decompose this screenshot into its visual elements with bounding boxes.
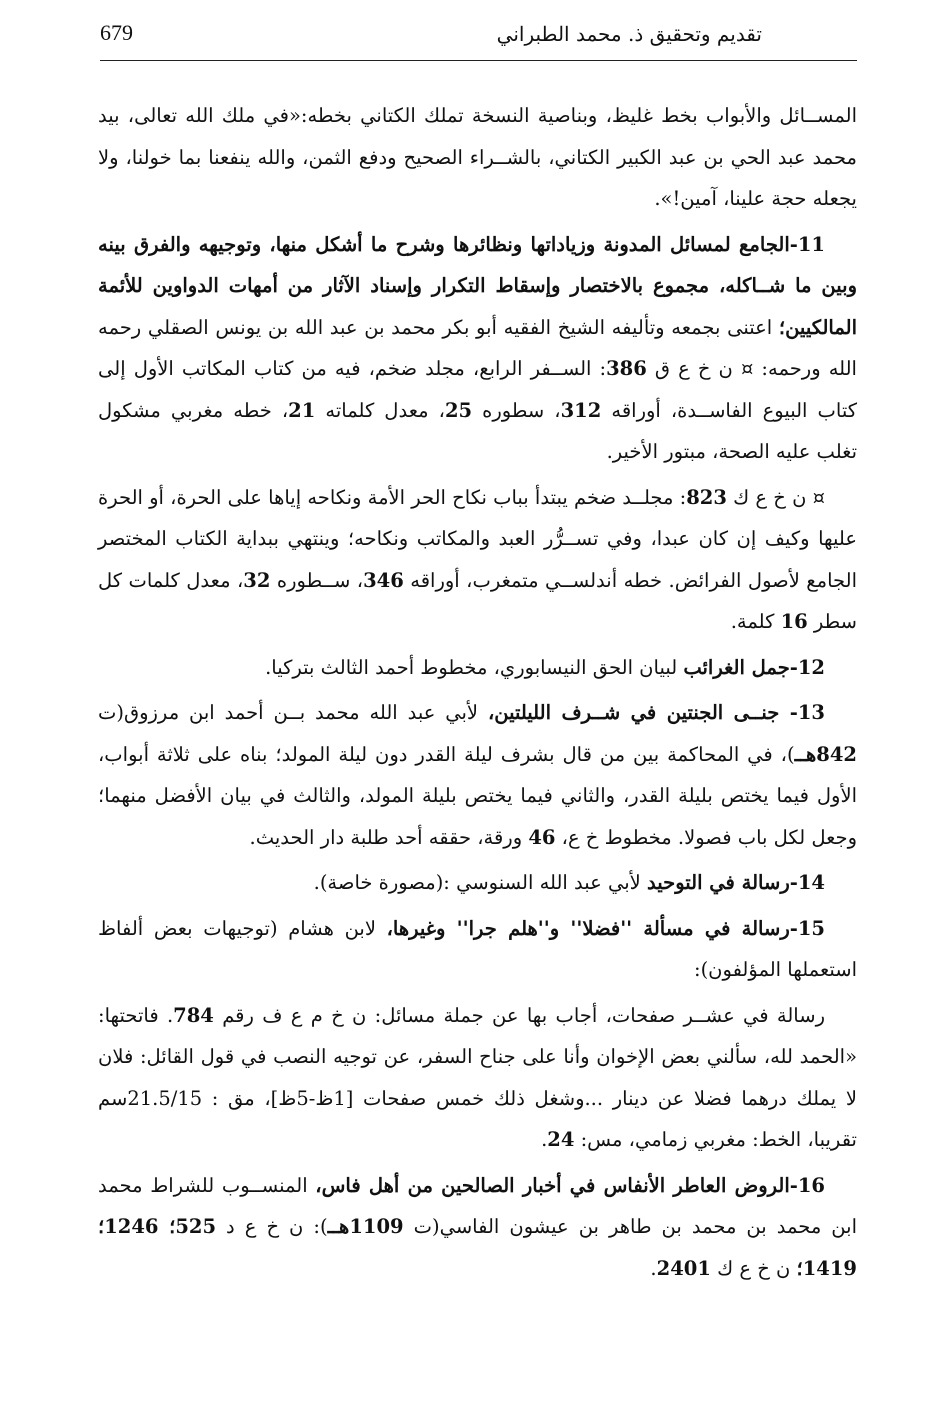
paragraph <box>98 1165 857 1290</box>
paragraph <box>98 477 857 643</box>
text-run: . <box>650 1256 657 1280</box>
text-run: : الســفر الرابع، مجلد ضخم، فيه من كتاب المكاتب الأول إلى كتاب البيوع الفاســدة، أوراقه <box>98 357 858 422</box>
bold-text: 11-الجامع لمسائل المدونة وزياداتها ونظائرها وشرح ما أشكل منها، وتوجيهه والفرق بينه وبين ما شــاكله، مجموع بالاختصار وإسقاط التكرار وإسناد الآثار من أمهات الدواوين للأئمة المالكيين؛ <box>98 232 857 339</box>
bold-text: 16-الروض العاطر الأنفاس في أخبار الصالحين من أهل فاس، <box>315 1173 825 1197</box>
text-run: ، سطوره <box>472 398 561 422</box>
text-run: ، خطه مغربي مشكول تغلب عليه الصحة، مبتور الأخير. <box>98 398 857 463</box>
text-run: اعتنى بجمعه وتأليفه الشيخ الفقيه أبو بكر محمد بن عبد الله بن يونس الصقلي رحمه الله ورحمه: ¤ ن خ ع ق <box>98 315 857 380</box>
paragraph <box>98 995 857 1161</box>
text-run: )، في المحاكمة بين من قال بشرف ليلة القدر دون ليلة المولد؛ بناه على ثلاثة أبواب، الأول فيما يختص بليلة القدر، والثاني فيما يختص بليلة المولد، والثالث في بيان الأفضل منهما؛ وجعل لكل باب فصولا. مخطوط خ ع، <box>98 742 857 849</box>
bold-text: 312 <box>560 398 602 422</box>
bold-text: 46 <box>528 825 556 849</box>
page-body <box>98 95 857 1293</box>
bold-text: 2401 <box>656 1256 711 1280</box>
bold-text: 1109هــ <box>327 1215 404 1238</box>
bold-text: 12-جمل الغرائب <box>683 655 825 679</box>
text-run: ، معدل كلمات كل سطر <box>98 568 857 633</box>
bold-text: 25 <box>444 398 473 422</box>
bold-text: 386 <box>606 357 647 380</box>
paragraph <box>98 908 857 991</box>
text-run: المســائل والأبواب بخط غليظ، وبناصية النسخة تملك الكتاني بخطه:«في ملك الله تعالى، بيد محمد عبد الحي بن عبد الكبير الكتاني، بالشــراء الصحيح ودفع الثمن، والله ينفعنا بما خولنا، ولا يجعله حجة علينا، آمين!». <box>98 104 857 210</box>
bold-text: 32 <box>243 568 271 592</box>
text-run: ): ن خ ع د <box>216 1215 328 1238</box>
bold-text: 16 <box>780 610 808 633</box>
bold-text: 784 <box>173 1003 214 1027</box>
paragraph <box>98 862 857 904</box>
paragraph <box>98 95 857 220</box>
bold-text: 346 <box>363 568 404 592</box>
text-run: لبيان الحق النيسابوري، مخطوط أحمد الثالث بتركيا. <box>265 655 684 679</box>
paragraph <box>98 692 857 858</box>
bold-text: 15-رسالة في مسألة ''فضلا'' و''هلم جرا'' وغيرها، <box>386 916 825 940</box>
bold-text: 842هــ <box>794 742 857 766</box>
text-run: ، ســطوره <box>270 568 364 592</box>
text-run: ، معدل كلماته <box>315 398 445 422</box>
paragraph <box>98 647 857 689</box>
text-run: : مجلــد ضخم يبتدأ بباب نكاح الحر الأمة ونكاحه إياها على الحرة، أو الحرة عليها وكيف إن كان عبدا، وفي تســرُّر العبد والمكاتب ونكاحه؛ وينتهي ببداية الكتاب المختصر الجامع لأصول الفرائض. خطه أندلســي متمغرب، أوراقه <box>98 485 857 592</box>
bold-text: 24 <box>547 1128 575 1151</box>
text-run: لأبي عبد الله السنوسي :(مصورة خاصة). <box>313 871 648 894</box>
page-number: 679 <box>100 20 133 45</box>
bold-text: 525؛ 1246؛ 1419؛ <box>98 1215 857 1280</box>
text-run: لابن هشام (توجيهات بعض ألفاظ استعملها المؤلفون): <box>98 916 857 981</box>
text-run: سم تقريبا، الخط: مغربي زمامي، مس: <box>98 1086 857 1151</box>
text-run: لأبي عبد الله محمد بــن أحمد ابن مرزوق(ت <box>98 701 488 724</box>
bold-text: 14-رسالة في التوحيد <box>647 871 825 894</box>
text-run: كلمة. <box>730 610 781 633</box>
text-run: 21.5/15 <box>127 1086 203 1110</box>
paragraph <box>98 224 857 473</box>
text-run: ¤ ن خ ع ك <box>726 485 825 509</box>
text-run: المنســوب للشراط محمد ابن محمد بن محمد بن طاهر بن عيشون الفاسي(ت <box>98 1173 857 1238</box>
bold-text: 823 <box>686 485 727 509</box>
text-run: ورقة، حققه أحد طلبة دار الحديث. <box>249 825 529 849</box>
text-run: . فاتحتها: «الحمد لله، سألني بعض الإخوان وأنا على جناح السفر، عن توجيه النصب في قول القائل: فلان لا يملك درهما فضلا عن دينار ...وشغل ذلك خمس صفحات [1ظ-5ظ]، مق : <box>98 1003 857 1110</box>
running-title: تقديم وتحقيق ذ. محمد الطبراني <box>496 22 762 46</box>
page-header <box>100 8 852 58</box>
bold-text: 13- جنــى الجنتين في شــرف الليلتين، <box>487 701 825 724</box>
header-rule <box>100 60 857 61</box>
text-run: رسالة في عشــر صفحات، أجاب بها عن جملة مسائل: ن خ م ع ف رقم <box>213 1003 825 1027</box>
bold-text: 21 <box>288 398 316 422</box>
text-run: . <box>541 1128 548 1151</box>
text-run: ن خ ع ك <box>710 1256 797 1280</box>
